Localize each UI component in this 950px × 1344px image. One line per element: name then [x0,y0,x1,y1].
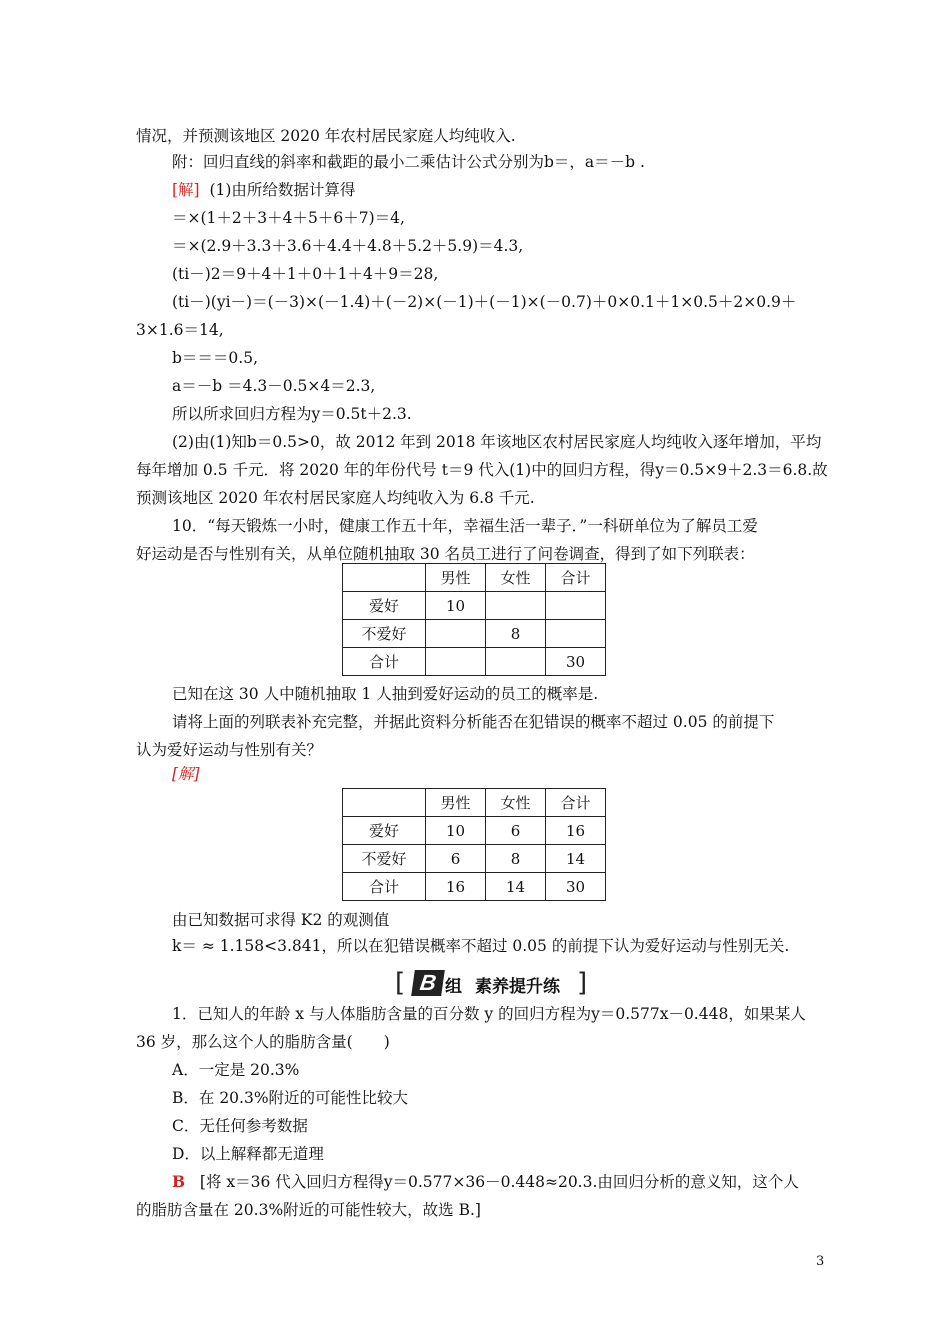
text-line-content: (1)由所给数据计算得 [209,181,356,199]
table-cell: 30 [546,648,606,676]
bracket-left: [ [395,968,406,998]
page-number: 3 [816,1254,825,1269]
option-c: C．无任何参考数据 [172,1117,308,1135]
text-line: 由已知数据可求得 K2 的观测值 [172,911,390,929]
table-cell [546,592,606,620]
table-row [343,592,606,620]
table-cell [546,620,606,648]
text-line: 预测该地区 2020 年农村居民家庭人均纯收入为 6.8 千元. [136,489,535,507]
table-cell: 10 [426,592,486,620]
table-cell: 男性 [426,789,486,817]
section-header [395,968,590,998]
text-line: 3×1.6＝14, [136,321,224,339]
table-cell: 爱好 [343,817,426,845]
text-line: (ti－)2＝9＋4＋1＋0＋1＋4＋9＝28, [172,265,439,283]
text-line: ＝×(2.9＋3.3＋3.6＋4.4＋4.8＋5.2＋5.9)＝4.3, [172,237,524,255]
table-row [343,648,606,676]
table-cell [426,648,486,676]
table-cell: 女性 [486,564,546,592]
answer-line: 的脂肪含量在 20.3%附近的可能性较大，故选 B.] [136,1201,481,1219]
table-header-row [343,789,606,817]
table-cell: 6 [486,817,546,845]
table-cell: 6 [426,845,486,873]
answer-text: [将 x＝36 代入回归方程得y＝0.577×36－0.448≈20.3.由回归分析的意义知，这个人 [199,1173,799,1191]
table-row [343,873,606,901]
table-cell [486,592,546,620]
text-line: 情况，并预测该地区 2020 年农村居民家庭人均纯收入. [136,127,516,145]
table-cell: 爱好 [343,592,426,620]
group-badge: B [411,970,445,996]
answer-line [172,1172,799,1192]
table-cell: 16 [546,817,606,845]
table-row [343,817,606,845]
table-header-row [343,564,606,592]
text-line: a＝－b ＝4.3－0.5×4＝2.3, [172,377,376,395]
table-cell [343,564,426,592]
text-line [172,180,355,200]
text-line: (ti－)(yi－)＝(－3)×(－1.4)＋(－2)×(－1)＋(－1)×(－0.7)＋0×0.1＋1×0.5＋2×0.9＋ [172,293,797,311]
table-cell: 不爱好 [343,620,426,648]
table-cell: 女性 [486,789,546,817]
text-line: ＝×(1＋2＋3＋4＋5＋6＋7)＝4, [172,209,405,227]
table-row [343,845,606,873]
text-line: k＝ ≈ 1.158<3.841，所以在犯错误概率不超过 0.05 的前提下认为爱好运动与性别无关. [172,937,790,955]
table-cell [426,620,486,648]
text-line: (2)由(1)知b＝0.5>0，故 2012 年到 2018 年该地区农村居民家庭人均纯收入逐年增加，平均 [172,433,822,451]
option-d: D．以上解释都无道理 [172,1145,324,1163]
table-cell: 8 [486,845,546,873]
table-cell: 14 [546,845,606,873]
contingency-table-filled [342,788,606,901]
table-cell: 30 [546,873,606,901]
table-cell: 16 [426,873,486,901]
solution-tag: [解] [172,181,200,199]
text-line: 请将上面的列联表补充完整，并据此资料分析能否在犯错误的概率不超过 0.05 的前提下 [172,713,775,731]
text-line: 每年增加 0.5 千元．将 2020 年的年份代号 t＝9 代入(1)中的回归方程，得y＝0.5×9＋2.3＝6.8.故 [136,461,828,479]
text-line: 所以所求回归方程为y＝0.5t＋2.3. [172,405,412,423]
option-a: A．一定是 20.3% [172,1061,300,1079]
table-cell: 合计 [546,564,606,592]
table-cell [486,648,546,676]
table-cell: 14 [486,873,546,901]
text-line: 附：回归直线的斜率和截距的最小二乘估计公式分别为b＝，a＝－b . [172,153,645,171]
contingency-table-blank [342,563,606,676]
text-line: 好运动是否与性别有关，从单位随机抽取 30 名员工进行了问卷调查，得到了如下列联表： [136,545,755,563]
table-cell: 8 [486,620,546,648]
text-line: b＝＝＝0.5, [172,349,258,367]
table-cell: 合计 [343,648,426,676]
table-cell: 10 [426,817,486,845]
table-cell: 不爱好 [343,845,426,873]
option-b: B．在 20.3%附近的可能性比较大 [172,1089,409,1107]
table-cell: 合计 [343,873,426,901]
text-line: 已知在这 30 人中随机抽取 1 人抽到爱好运动的员工的概率是. [172,685,599,703]
table-cell [343,789,426,817]
table-row [343,620,606,648]
question-line: 36 岁，那么这个人的脂肪含量( ) [136,1033,390,1051]
group-label: 组 [445,977,462,997]
answer-tag: B [172,1172,186,1191]
text-line: 10．“每天锻炼一小时，健康工作五十年，幸福生活一辈子．”一科研单位为了解员工爱 [172,517,758,535]
bracket-right: ] [577,968,588,998]
table-cell: 合计 [546,789,606,817]
text-line: 认为爱好运动与性别有关？ [136,741,323,759]
question-line: 1．已知人的年龄 x 与人体脂肪含量的百分数 y 的回归方程为y＝0.577x－0.448，如果某人 [172,1005,806,1023]
table-cell: 男性 [426,564,486,592]
section-title: 素养提升练 [475,977,560,997]
solution-tag: [解] [172,765,200,783]
